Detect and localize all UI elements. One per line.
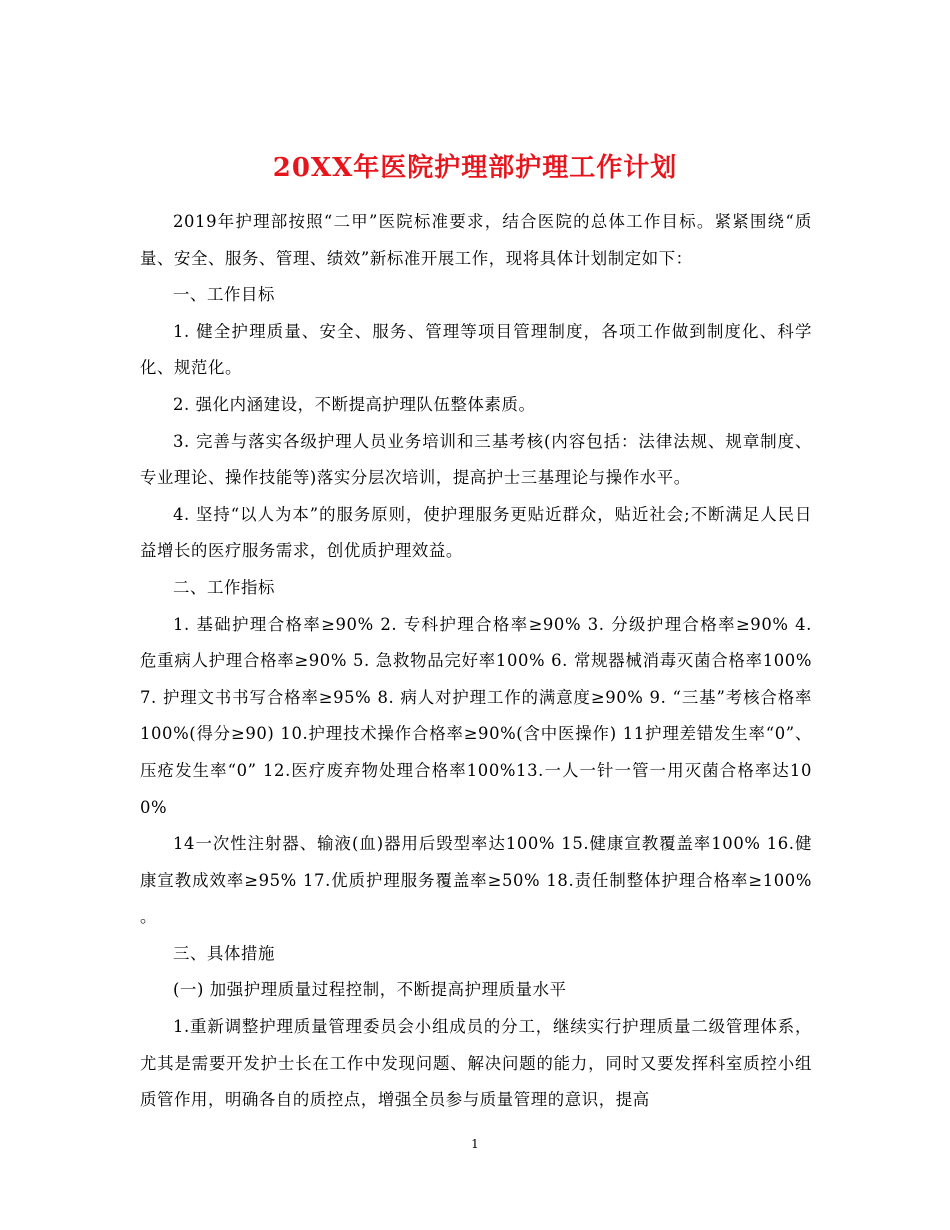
page-number: 1 (471, 1137, 479, 1151)
document-title: 20XX年医院护理部护理工作计划 (272, 153, 678, 184)
section-heading-goals: 一、工作目标 (173, 285, 275, 305)
section-heading-indicators: 二、工作指标 (173, 577, 275, 597)
section-heading-measures: 三、具体措施 (173, 943, 275, 963)
indicators-list-2: 14一次性注射器、输液(血)器用后毁型率达100% 15.健康宣教覆盖率100% 16.健康宣教成效率≥95% 17.优质护理服务覆盖率≥50% 18.责任制整体护理合格率≥100% 。 (140, 834, 812, 927)
paragraph-intro: 2019年护理部按照“二甲”医院标准要求，结合医院的总体工作目标。紧紧围绕“质量、安全、服务、管理、绩效”新标准开展工作，现将具体计划制定如下： (140, 212, 812, 268)
goal-item-4: 4. 坚持“以人为本”的服务原则，使护理服务更贴近群众，贴近社会;不断满足人民日益增长的医疗服务需求，创优质护理效益。 (140, 504, 812, 561)
goal-item-3: 3. 完善与落实各级护理人员业务培训和三基考核(内容包括：法律法规、规章制度、专业理论、操作技能等)落实分层次培训，提高护士三基理论与操作水平。 (140, 431, 812, 488)
goal-item-1: 1. 健全护理质量、安全、服务、管理等项目管理制度，各项工作做到制度化、科学化、规范化。 (140, 321, 812, 378)
measures-subheading-1: (一) 加强护理质量过程控制，不断提高护理质量水平 (173, 980, 567, 1000)
indicators-list-1: 1. 基础护理合格率≥90% 2. 专科护理合格率≥90% 3. 分级护理合格率≥90% 4. 危重病人护理合格率≥90% 5. 急救物品完好率100% 6. 常规器械消毒灭菌合格率100% 7. 护理文书书写合格率≥95% 8. 病人对护理工作的满意度≥90% 9. “三基”考核合格率100%(得分≥90) 10.护理技术操作合格率≥90%(含中医操作) 11护理差错发生率“0”、压疮发生率“0” 12.医疗废弃物处理合格率100%13.一人一针一管一用灭菌合格率达100% (140, 614, 812, 817)
document-body (140, 204, 812, 1119)
goal-item-2: 2. 强化内涵建设，不断提高护理队伍整体素质。 (173, 394, 536, 414)
measures-item-1: 1.重新调整护理质量管理委员会小组成员的分工，继续实行护理质量二级管理体系，尤其是需要开发护士长在工作中发现问题、解决问题的能力，同时又要发挥科室质控小组质管作用，明确各自的质控点，增强全员参与质量管理的意识，提高 (140, 1017, 812, 1110)
